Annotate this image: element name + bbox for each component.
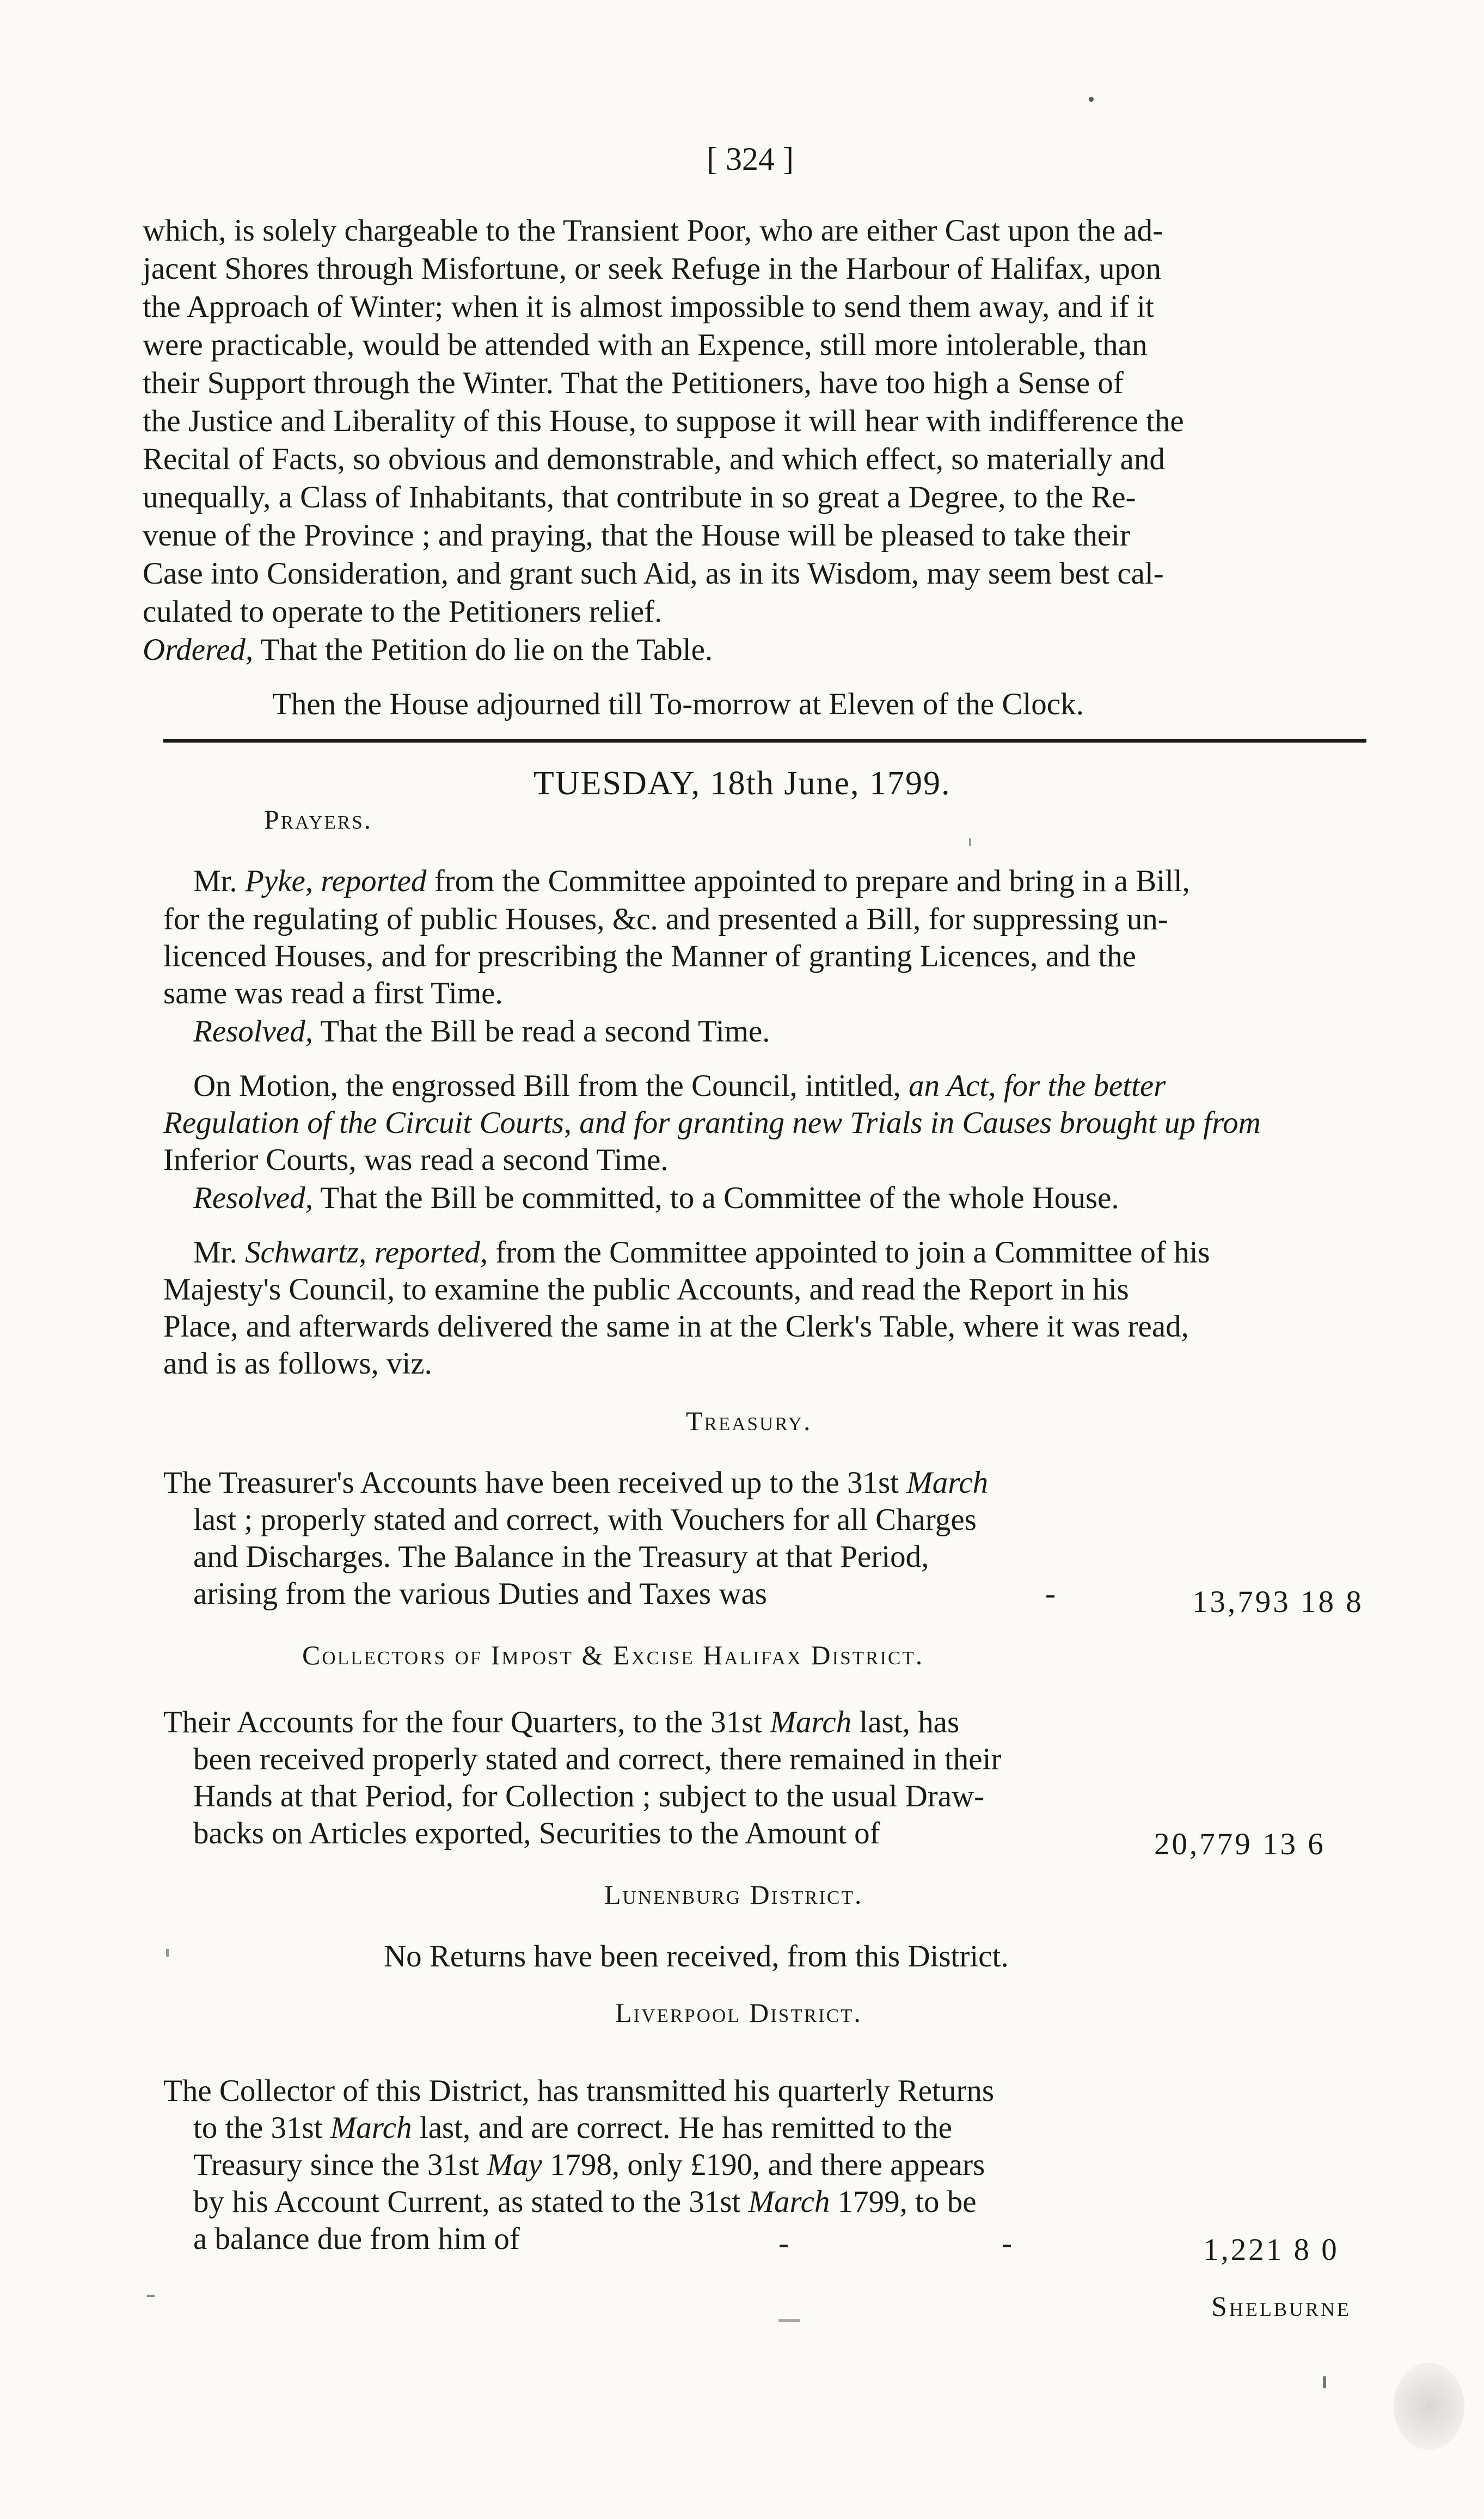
halifax-text: Their Accounts for the four Quarters, to the 31st	[163, 1705, 770, 1739]
liverpool-line	[193, 2112, 952, 2143]
halifax-amount: 20,779 13 6	[1154, 1827, 1326, 1861]
petition-line: the Justice and Liberality of this House, to suppose it will hear with indifference the	[143, 404, 1184, 438]
lunenburg-text: No Returns have been received, from this District.	[384, 1939, 1009, 1973]
resolved-word: Resolved,	[193, 1014, 313, 1049]
bill-title-line: Regulation of the Circuit Courts, and for granting new Trials in Causes brought up from	[163, 1106, 1261, 1140]
liverpool-line: The Collector of this District, has transmitted his quarterly Returns	[163, 2074, 995, 2108]
treasury-line: last ; properly stated and correct, with Vouchers for all Charges	[193, 1503, 977, 1537]
pyke-line: licenced Houses, and for prescribing the Manner of granting Licences, and the	[163, 939, 1136, 973]
motion-line: Inferior Courts, was read a second Time.	[163, 1143, 669, 1177]
treasury-amount: 13,793 18 8	[1192, 1585, 1364, 1619]
pyke-text: from the Committee appointed to prepare and bring in a Bill,	[426, 864, 1190, 898]
resolved-line	[193, 1016, 770, 1047]
schwartz-line: and is as follows, viz.	[163, 1346, 432, 1381]
page-stain	[1394, 2363, 1464, 2450]
member-name: Schwartz,	[245, 1235, 367, 1270]
resolved-word: Resolved,	[193, 1181, 313, 1215]
adjourned-line: Then the House adjourned till To-morrow at Eleven of the Clock.	[272, 687, 1084, 721]
treasury-line	[163, 1467, 988, 1498]
print-speck	[166, 1949, 169, 1957]
date-heading: TUESDAY, 18th June, 1799.	[533, 765, 951, 802]
petition-line: their Support through the Winter. That the Petitioners, have too high a Sense of	[143, 366, 1124, 400]
petition-line: Recital of Facts, so obvious and demonstrable, and which effect, so materially and	[143, 442, 1165, 476]
petition-line: jacent Shores through Misfortune, or seek Refuge in the Harbour of Halifax, upon	[143, 252, 1162, 286]
halifax-text: last, has	[851, 1705, 960, 1739]
treasury-line: and Discharges. The Balance in the Treasury at that Period,	[193, 1540, 929, 1574]
reported-word: reported,	[366, 1235, 488, 1270]
month-name: May	[487, 2148, 542, 2182]
liverpool-text: 1798, only £190, and there appears	[542, 2148, 985, 2182]
leader-dash: -	[778, 2226, 789, 2260]
halifax-line: backs on Articles exported, Securities to the Amount of	[193, 1816, 880, 1850]
halifax-line: been received properly stated and correct, there remained in their	[193, 1742, 1002, 1776]
liverpool-text: last, and are correct. He has remitted to the	[412, 2111, 952, 2145]
petition-line: culated to operate to the Petitioners relief.	[143, 594, 663, 629]
prayers-heading: Prayers.	[264, 804, 373, 835]
ordered-word: Ordered,	[143, 633, 254, 667]
print-speck	[969, 838, 971, 846]
schwartz-text: from the Committee appointed to join a Committee of his	[488, 1235, 1210, 1270]
ordered-line	[143, 634, 713, 665]
month-name: March	[330, 2111, 412, 2145]
schwartz-line: Majesty's Council, to examine the public Accounts, and read the Report in his	[163, 1272, 1129, 1307]
liverpool-text: to the 31st	[193, 2111, 330, 2145]
liverpool-text: Treasury since the 31st	[193, 2148, 487, 2182]
pyke-line	[193, 866, 1190, 897]
halifax-line: Hands at that Period, for Collection ; subject to the usual Draw-	[193, 1779, 985, 1813]
ordered-text: That the Petition do lie on the Table.	[253, 633, 713, 667]
month-name: March	[770, 1705, 852, 1739]
resolved-line	[193, 1182, 1119, 1213]
member-name: Pyke,	[245, 864, 313, 898]
schwartz-line: Place, and afterwards delivered the same in at the Clerk's Table, where it was read,	[163, 1309, 1189, 1344]
lunenburg-heading: Lunenburg District.	[604, 1879, 863, 1910]
petition-line: the Approach of Winter; when it is almost impossible to send them away, and if it	[143, 290, 1154, 324]
petition-line: venue of the Province ; and praying, that the House will be pleased to take their	[143, 518, 1130, 553]
motion-line	[193, 1070, 1166, 1101]
liverpool-line	[193, 2186, 977, 2217]
liverpool-heading: Liverpool District.	[615, 1997, 862, 2028]
liverpool-text: by his Account Current, as stated to the 31st	[193, 2185, 749, 2219]
schwartz-line	[193, 1237, 1210, 1268]
mr-prefix: Mr.	[193, 864, 246, 898]
liverpool-line: a balance due from him of	[193, 2222, 520, 2256]
liverpool-line	[193, 2149, 985, 2180]
leader-dash: -	[1045, 1577, 1056, 1611]
month-name: March	[748, 2185, 830, 2219]
treasury-line: arising from the various Duties and Taxes was	[193, 1577, 767, 1611]
print-speck	[1089, 97, 1094, 102]
liverpool-amount: 1,221 8 0	[1203, 2233, 1339, 2267]
petition-line: Case into Consideration, and grant such Aid, as in its Wisdom, may seem best cal-	[143, 556, 1164, 591]
liverpool-text: 1799, to be	[830, 2185, 977, 2219]
page-number: [ 324 ]	[707, 141, 794, 177]
petition-line: which, is solely chargeable to the Transient Poor, who are either Cast upon the ad-	[143, 213, 1163, 248]
treasury-heading: Treasury.	[686, 1406, 812, 1436]
catchword: Shelburne	[1211, 2291, 1351, 2322]
halifax-line	[163, 1707, 959, 1738]
bill-title: an Act, for the better	[909, 1069, 1166, 1103]
motion-text: On Motion, the engrossed Bill from the Council, intitled,	[193, 1069, 909, 1103]
resolved-text: That the Bill be read a second Time.	[312, 1014, 770, 1049]
leader-dash: -	[1002, 2226, 1012, 2260]
print-speck	[147, 2295, 155, 2297]
print-speck	[778, 2319, 800, 2322]
section-rule	[163, 739, 1366, 743]
reported-word: reported	[313, 864, 427, 898]
resolved-text: That the Bill be committed, to a Committee of the whole House.	[312, 1181, 1119, 1215]
mr-prefix: Mr.	[193, 1235, 246, 1270]
petition-line: were practicable, would be attended with an Expence, still more intolerable, than	[143, 328, 1148, 362]
petition-line: unequally, a Class of Inhabitants, that contribute in so great a Degree, to the Re-	[143, 480, 1136, 514]
halifax-heading: Collectors of Impost & Excise Halifax District.	[302, 1640, 924, 1670]
treasury-text: The Treasurer's Accounts have been received up to the 31st	[163, 1466, 907, 1500]
month-name: March	[906, 1466, 989, 1500]
print-speck	[1323, 2376, 1326, 2388]
pyke-line: for the regulating of public Houses, &c. and presented a Bill, for suppressing un-	[163, 902, 1168, 936]
pyke-line: same was read a first Time.	[163, 976, 503, 1010]
